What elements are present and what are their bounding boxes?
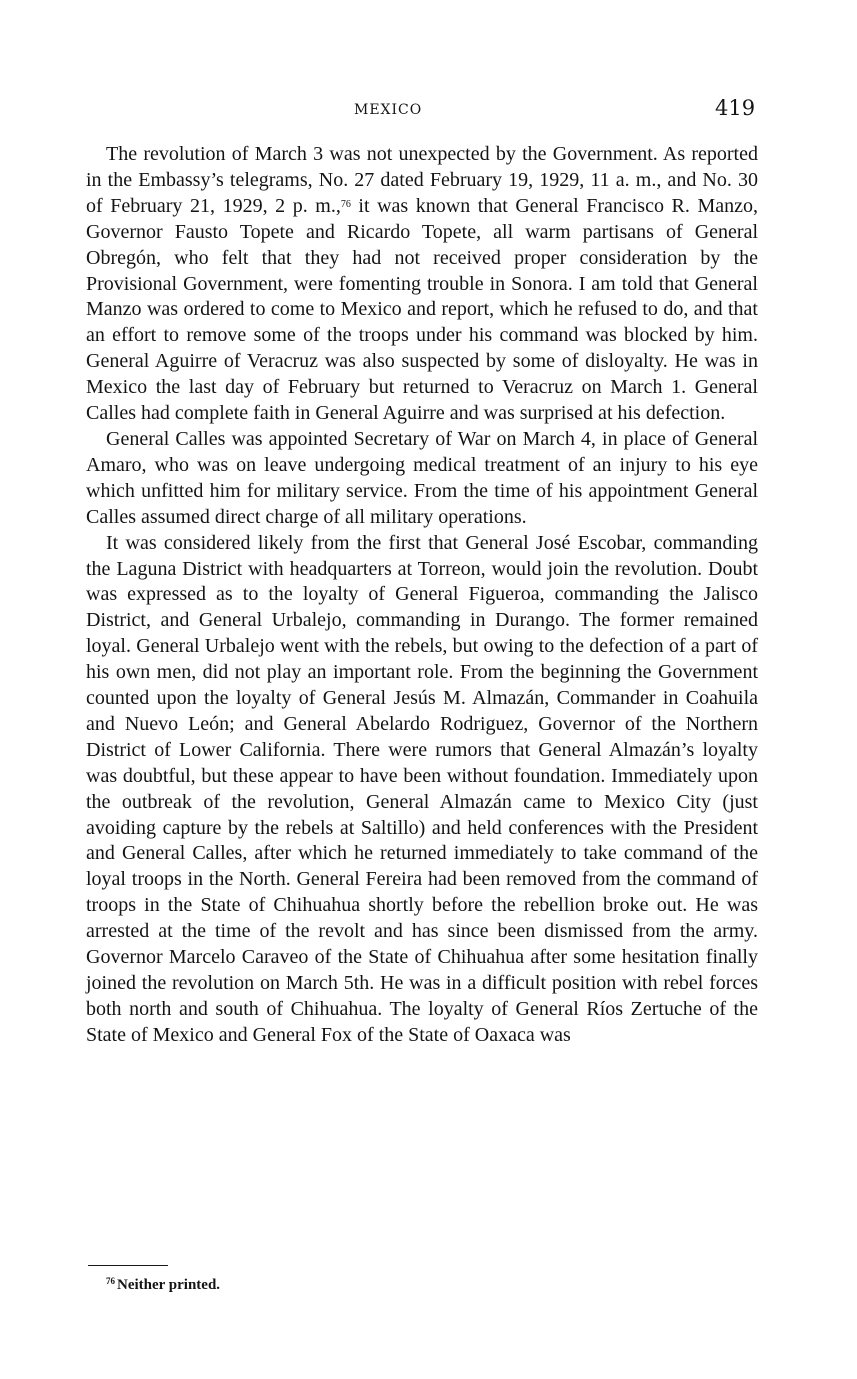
footnote-marker: 76 — [106, 1276, 115, 1286]
paragraph-3: It was considered likely from the first that General José Escobar, commanding the Laguna District with headquarters at Torreon, would join the revolution. Doubt was expressed as to the loyalty of General Figueroa, commanding the Jalisco District, and General Urbalejo, commanding in Durango. The former remained loyal. General Urbalejo went with the rebels, but owing to the defection of a part of his own men, did not play an important role. From the beginning the Government counted upon the loyalty of General Jesús M. Almazán, Commander in Coahuila and Nuevo León; and General Abelardo Rodriguez, Governor of the Northern District of Lower California. There were rumors that General Almazán’s loyalty was doubtful, but these appear to have been without foundation. Immediately upon the outbreak of the revolution, General Almazán came to Mexico City (just avoiding capture by the rebels at Saltillo) and held conferences with the President and General Calles, after which he returned immediately to take command of the loyal troops in the North. General Fereira had been removed from the command of troops in the State of Chihuahua shortly before the rebellion broke out. He was arrested at the time of the revolt and has since been dismissed from the army. Governor Marcelo Caraveo of the State of Chihuahua after some hesitation finally joined the revolution on March 5th. He was in a difficult position with rebel forces both north and south of Chihuahua. The loyalty of General Ríos Zertuche of the State of Mexico and General Fox of the State of Oaxaca was — [86, 531, 758, 1046]
running-head — [0, 96, 857, 126]
footnote-text: Neither printed. — [117, 1277, 221, 1293]
paragraph-1-text-b: it was known that General Francisco R. Manzo, Governor Fausto Topete and Ricardo Topete, all warm partisans of General Obregón, who felt that they had not received proper consideration by the Provisional Government, were fomenting trouble in Sonora. I am told that General Manzo was ordered to come to Mexico and report, which he refused to do, and that an effort to remove some of the troops under his command was blocked by him. General Aguirre of Veracruz was also suspected by some of disloyalty. He was in Mexico the last day of February but returned to Veracruz on March 1. General Calles had complete faith in General Aguirre and was surprised at his defection. — [86, 194, 758, 425]
footnote-divider — [88, 1265, 168, 1266]
paragraph-1 — [86, 142, 758, 427]
paragraph-2: General Calles was appointed Secretary of War on March 4, in place of General Amaro, who was on leave undergoing medical treatment of an injury to his eye which unfitted him for military service. From the time of his appointment General Calles assumed direct charge of all military operations. — [86, 427, 758, 528]
body-text — [86, 142, 758, 1049]
footnote — [106, 1277, 220, 1294]
page-number: 419 — [715, 96, 756, 120]
paragraph-1-text-a: The revolution of March 3 was not unexpected by the Government. As reported in the Embassy’s telegrams, No. 27 dated February 19, 1929, 11 a. m., and No. 30 of February 21, 1929, 2 p. m., — [86, 143, 758, 217]
footnote-reference: 76 — [340, 198, 351, 210]
running-title: MEXICO — [354, 102, 423, 118]
